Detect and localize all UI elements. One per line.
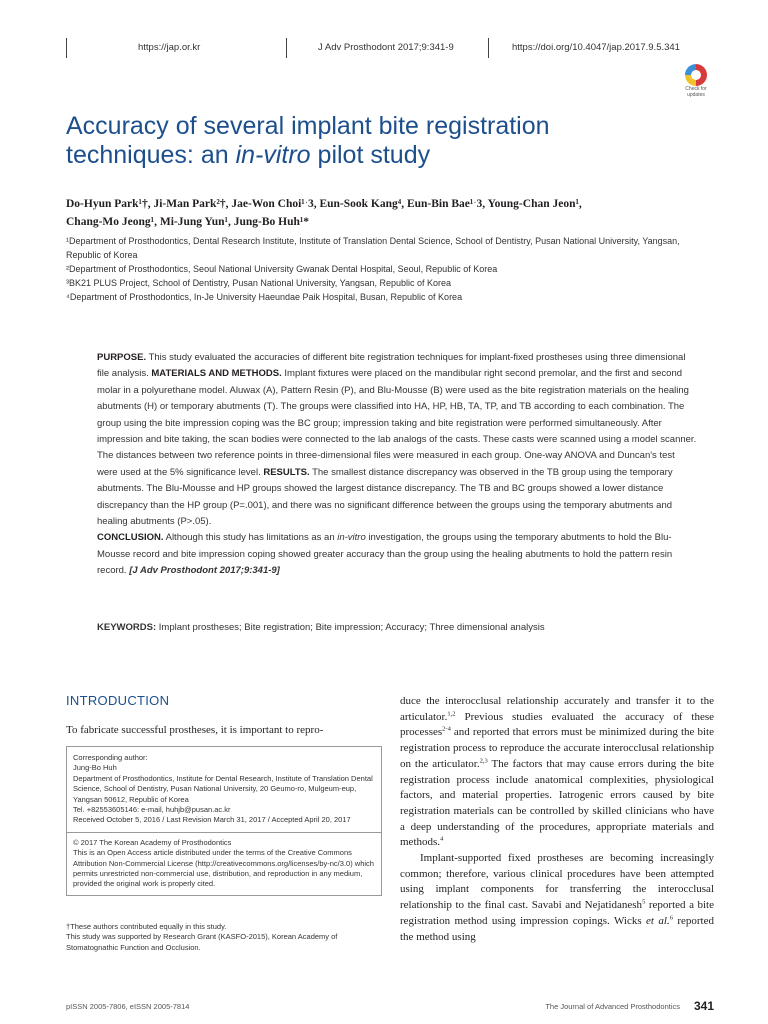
abstract <box>97 350 697 580</box>
corr-line: Corresponding author: <box>73 753 148 762</box>
footnote: This study was supported by Research Grant (KASFO-2015), Korean Academy of Stomatognathic Function and Occlusion. <box>66 932 338 952</box>
text-run: reported a bite registration method using impression copings. Wicks <box>400 899 714 927</box>
affiliation: ³BK21 PLUS Project, School of Dentistry, Pusan National University, Yangsan, Republic of Korea <box>66 278 452 288</box>
header-citation: J Adv Prosthodont 2017;9:341-9 <box>318 42 454 53</box>
purpose-label: PURPOSE. <box>97 352 147 363</box>
title-line-1: Accuracy of several implant bite registration <box>66 112 550 140</box>
issn: pISSN 2005-7806, eISSN 2005-7814 <box>66 1002 190 1011</box>
conclusion-text: Although this study has limitations as an <box>163 532 338 544</box>
affiliation: ⁴Department of Prosthodontics, In-Je University Haeundae Paik Hospital, Busan, Republic of Korea <box>66 292 463 302</box>
page-number: 341 <box>693 999 714 1013</box>
crossmark-label: Check for updates <box>685 86 707 98</box>
affiliation: ²Department of Prosthodontics, Seoul National University Gwanak Dental Hospital, Seoul, Republic of Korea <box>66 264 498 274</box>
text-run: Implant-supported fixed prostheses are becoming increasingly common; therefore, various clinical procedures have been attempted using implant components for transferring the interocclusal relationship to the final cast. Savabi and Nejatidanesh <box>400 852 714 912</box>
citation-ref[interactable]: 4 <box>440 835 444 843</box>
keywords <box>97 622 697 633</box>
body-column-right <box>400 694 714 945</box>
results-text: The smallest distance discrepancy was observed in the TB group using the temporary abutments. The Blu-Mousse and HP groups showed the largest distance discrepancy. The TB and BC groups showed a lower distance discrepancy than the HP group (P=.001), and there was no significant difference between the groups using the temporary abutments and healing abutments (P>.05). <box>97 466 673 528</box>
article-title <box>66 112 666 170</box>
section-heading-introduction: INTRODUCTION <box>66 693 170 708</box>
conclusion-label: CONCLUSION. <box>97 532 164 544</box>
title-line-2-end: pilot study <box>310 141 431 169</box>
intro-first-line: To fabricate successful prostheses, it is important to repro- <box>66 724 324 736</box>
text-run: Previous studies evaluated the accuracy of these processes <box>400 710 714 739</box>
author-list <box>66 195 716 231</box>
corr-email[interactable]: Tel. +82553605146: e-mail, huhjb@pusan.ac.kr <box>73 805 231 815</box>
corr-line: Jung-Bo Huh <box>73 763 117 773</box>
affiliations <box>66 234 706 304</box>
citation-ref[interactable]: 1,2 <box>447 710 456 718</box>
results-label: RESULTS. <box>263 466 310 478</box>
citation-ref[interactable]: 2,3 <box>479 757 488 765</box>
footnote: †These authors contributed equally in this study. <box>66 922 227 931</box>
author-line: Do-Hyun Park¹†, Ji-Man Park²†, Jae-Won Choi¹ˑ3, Eun-Sook Kang⁴, Eun-Bin Bae¹ˑ3, Young-Chan Jeon¹, <box>66 198 582 210</box>
correspondence-box <box>66 746 382 896</box>
header-divider <box>66 38 67 58</box>
corr-line: Received October 5, 2016 / Last Revision March 31, 2017 / Accepted April 20, 2017 <box>73 815 351 825</box>
text-run: duce the interocclusal relationship accurately and transfer it to the articulator. <box>400 695 714 723</box>
keywords-text: Implant prostheses; Bite registration; Bite impression; Accuracy; Three dimensional analysis <box>156 622 545 633</box>
author-line: Chang-Mo Jeong¹, Mi-Jung Yun¹, Jung-Bo Huh¹* <box>66 216 310 228</box>
check-for-updates-badge[interactable] <box>678 64 714 102</box>
italic-text: et al. <box>646 914 670 927</box>
conclusion-text: investigation, the groups using the temporary abutments to hold the Blu-Mousse record and bite impression coping showed greater accuracy than the group using the healing abutments to hold the pattern resin record. <box>97 532 673 577</box>
affiliation: ¹Department of Prosthodontics, Dental Research Institute, Institute of Translation Dental Science, School of Dentistry, Pusan National University, Yangsan, Republic of Korea <box>66 236 680 260</box>
methods-text: Implant fixtures were placed on the mandibular right second premolar, and the first and second molar in a polyurethane model. Aluwax (A), Pattern Resin (P), and Blu-Mousse (B) were used as the bite registration materials on the healing abutments (H) or temporary abutments (T). The groups were classified into HA, HP, HB, TA, TP, and TB according to each combination. The group using the bite impression coping was the BC group; impression taking and bite registration were performed simultaneously. After impression and bite taking, the scan bodies were connected to the lab analogs of the casts. These casts were scanned using a model scanner. The distances between two reference points in three-dimensional files were measured in each group. One-way ANOVA and Duncan's test were used at the 5% significance level. <box>97 368 697 478</box>
running-header <box>0 38 768 58</box>
text-run: and reported that errors must be minimized during the bite registration process to reproduce the accurate interocclusal relationship on the articulator. <box>400 726 714 770</box>
header-divider <box>286 38 287 58</box>
corr-divider <box>67 832 381 833</box>
purpose-text: This study evaluated the accuracies of different bite registration techniques for implant-fixed prostheses using three dimensional file analysis. <box>97 352 686 380</box>
citation-ref[interactable]: 2-4 <box>442 725 451 733</box>
conclusion-italic: in-vitro <box>337 532 366 544</box>
corr-line: Department of Prosthodontics, Institute for Dental Research, Institute of Translation Dental Science, School of Dentistry, Pusan National University, 20 Geumo-ro, Mulgeum-eup, Yangsan 50612, Republic of Korea <box>73 773 373 804</box>
license-text: © 2017 The Korean Academy of Prosthodontics This is an Open Access article distributed under the terms of the Creative Commons Attribution Non-Commercial License (http://creativecommons.org/licenses/by-nc/3.0) which permits unrestricted non-commercial use, distribution, and reproduction in any medium, provided the original work is properly cited. <box>73 837 374 889</box>
page-footer <box>66 1000 714 1014</box>
paragraph <box>400 694 714 851</box>
paragraph <box>400 851 714 945</box>
methods-label: MATERIALS AND METHODS. <box>151 368 282 380</box>
header-divider <box>488 38 489 58</box>
journal-name: The Journal of Advanced Prosthodontics <box>545 1002 680 1011</box>
crossmark-icon <box>685 64 707 86</box>
title-line-2-start: techniques: an <box>66 141 236 169</box>
text-run: The factors that may cause errors during the bite registration process include anatomical complexities, physiological factors, and material properties. Iatrogenic errors caused by bite registration materials can be controlled by skilled clinicians who have a deep understanding of the procedures, appropriate materials and methods. <box>400 757 715 849</box>
title-italic: in-vitro <box>235 141 311 169</box>
citation-ref[interactable]: 6 <box>669 914 673 922</box>
header-doi-link[interactable]: https://doi.org/10.4047/jap.2017.9.5.341 <box>512 42 680 53</box>
text-run: reported the method using <box>400 914 715 943</box>
header-site-link[interactable]: https://jap.or.kr <box>138 42 201 53</box>
citation-ref[interactable]: 5 <box>642 898 646 906</box>
abstract-citation: [J Adv Prosthodont 2017;9:341-9] <box>129 565 280 577</box>
keywords-label: KEYWORDS: <box>97 622 157 633</box>
footnotes <box>66 922 382 953</box>
